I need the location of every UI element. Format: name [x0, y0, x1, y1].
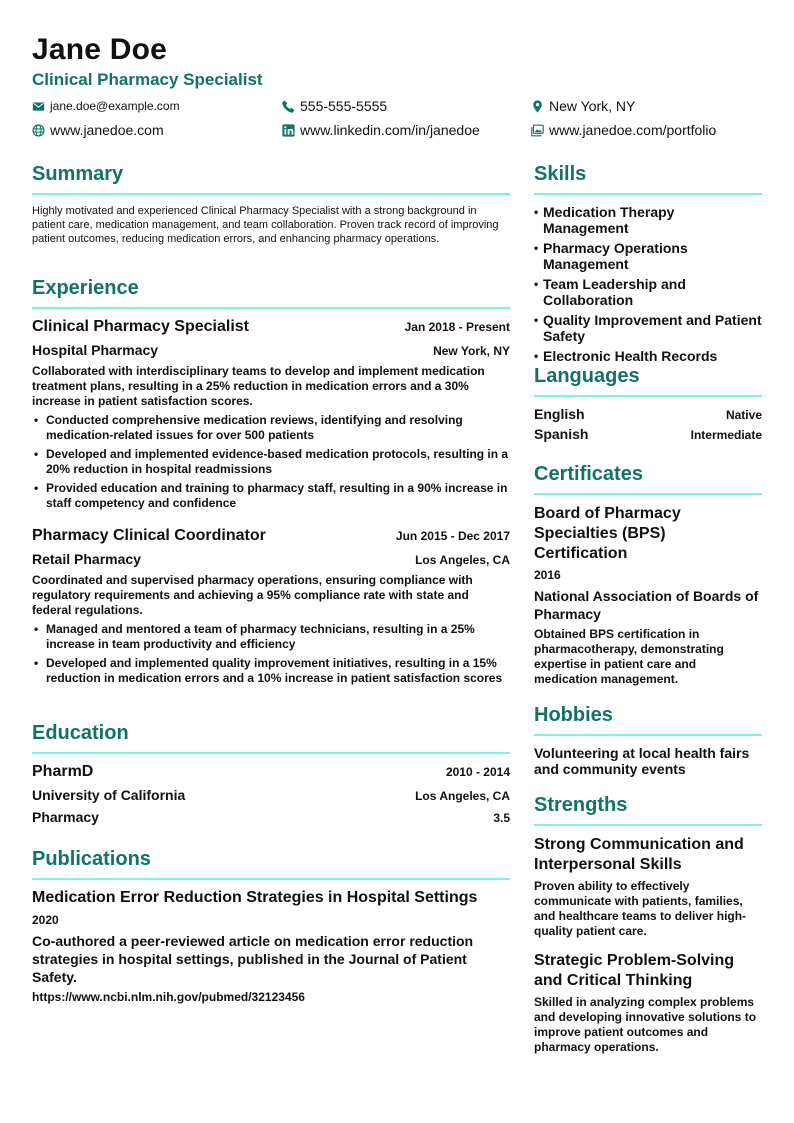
- candidate-name: Jane Doe: [32, 33, 167, 66]
- list-item: • Provided education and training to pharmacy staff, resulting in a 90% increase in staff competency and confidence: [32, 481, 510, 511]
- map-pin-icon: [531, 100, 544, 113]
- contact-linkedin[interactable]: [282, 122, 480, 138]
- job-description: Collaborated with interdisciplinary teams to develop and implement medication treatment plans, resulting in a 25% reduction in medication errors and a 30% increase in patient satisfaction scores.: [32, 364, 485, 408]
- language-level: Native: [725, 408, 762, 422]
- hobbies-heading: Hobbies: [534, 704, 613, 726]
- certificate-title: Board of Pharmacy Specialties (BPS) Certification: [534, 505, 681, 562]
- job-title: Clinical Pharmacy Specialist: [32, 318, 249, 335]
- summary-text: Highly motivated and experienced Clinical Pharmacy Specialist with a strong background in patient care, medication management, and team collaboration. Proven track record of improving patient outcomes, reducing medication errors, and enhancing pharmacy operations.: [32, 205, 499, 245]
- certificate-issuer: National Association of Boards of Pharmacy: [534, 588, 759, 622]
- job-dates: Jan 2018 - Present: [404, 320, 510, 334]
- publications-divider: [32, 878, 510, 880]
- contact-email-text: jane.doe@example.com: [50, 99, 180, 113]
- job-title: Pharmacy Clinical Coordinator: [32, 527, 266, 544]
- publication-link[interactable]: https://www.ncbi.nlm.nih.gov/pubmed/32123456: [32, 990, 305, 1004]
- education-school-row: [32, 787, 510, 803]
- strengths-divider: [534, 824, 762, 826]
- language-row: [534, 406, 762, 422]
- job-bullets: [32, 413, 510, 515]
- certificate-description: Obtained BPS certification in pharmacotherapy, demonstrating expertise in patient care and medication management.: [534, 627, 724, 686]
- education-dates: 2010 - 2014: [445, 765, 510, 779]
- job-employer-row: [32, 342, 510, 358]
- languages-divider: [534, 395, 762, 397]
- email-icon: [32, 100, 45, 113]
- publication-year: 2020: [32, 913, 59, 927]
- list-item: • Managed and mentored a team of pharmacy technicians, resulting in a 25% increase in team productivity and efficiency: [32, 622, 510, 652]
- skills-heading: Skills: [534, 163, 587, 185]
- contact-linkedin-text: www.linkedin.com/in/janedoe: [300, 122, 480, 138]
- job-bullets: [32, 622, 510, 690]
- contact-email[interactable]: [32, 99, 180, 113]
- publications-heading: Publications: [32, 848, 151, 870]
- strength-description: Skilled in analyzing complex problems and developing innovative solutions to improve patient outcomes and pharmacy operations.: [534, 995, 757, 1054]
- hobbies-text: Volunteering at local health fairs and community events: [534, 745, 750, 777]
- job-description: Coordinated and supervised pharmacy operations, ensuring compliance with regulatory requirements and achieving a 95% compliance rate with state and federal regulations.: [32, 573, 473, 617]
- job-company: Hospital Pharmacy: [32, 342, 159, 358]
- language-name: English: [534, 406, 585, 422]
- list-item: • Conducted comprehensive medication reviews, identifying and resolving medication-related issues for over 500 patients: [32, 413, 510, 443]
- skills-divider: [534, 193, 762, 195]
- strengths-heading: Strengths: [534, 794, 628, 816]
- experience-heading: Experience: [32, 277, 139, 299]
- list-item: • Team Leadership and Collaboration: [534, 276, 762, 308]
- candidate-title: Clinical Pharmacy Specialist: [32, 70, 263, 89]
- job-location: Los Angeles, CA: [415, 553, 510, 567]
- job-location: New York, NY: [433, 344, 510, 358]
- certificates-heading: Certificates: [534, 463, 643, 485]
- contact-website-text: www.janedoe.com: [50, 122, 164, 138]
- contact-phone-text: 555-555-5555: [300, 98, 388, 114]
- contact-location-text: New York, NY: [549, 98, 636, 114]
- contact-portfolio[interactable]: [531, 122, 716, 138]
- education-location: Los Angeles, CA: [415, 789, 510, 803]
- publication-title: Medication Error Reduction Strategies in Hospital Settings: [32, 889, 478, 906]
- linkedin-icon: [282, 124, 295, 137]
- job-header: [32, 318, 510, 336]
- language-level: Intermediate: [690, 428, 762, 442]
- list-item: • Developed and implemented evidence-based medication protocols, resulting in a 20% reduction in hospital readmissions: [32, 447, 510, 477]
- contact-phone[interactable]: [282, 98, 387, 114]
- list-item: • Quality Improvement and Patient Safety: [534, 312, 762, 344]
- experience-divider: [32, 307, 510, 309]
- strength-title: Strategic Problem-Solving and Critical Thinking: [534, 952, 735, 989]
- education-heading: Education: [32, 722, 129, 744]
- education-row: [32, 763, 510, 781]
- hobbies-divider: [534, 734, 762, 736]
- list-item: • Electronic Health Records: [534, 348, 762, 364]
- summary-heading: Summary: [32, 163, 124, 185]
- contact-website[interactable]: [32, 122, 164, 138]
- education-field: Pharmacy: [32, 809, 99, 825]
- list-item: • Medication Therapy Management: [534, 204, 762, 236]
- language-row: [534, 426, 762, 442]
- language-name: Spanish: [534, 426, 589, 442]
- languages-heading: Languages: [534, 365, 640, 387]
- job-dates: Jun 2015 - Dec 2017: [395, 529, 510, 543]
- list-item: • Pharmacy Operations Management: [534, 240, 762, 272]
- portfolio-image-icon: [531, 124, 544, 137]
- job-employer-row: [32, 551, 510, 567]
- contact-portfolio-text: www.janedoe.com/portfolio: [549, 122, 717, 138]
- job-company: Retail Pharmacy: [32, 551, 141, 567]
- certificate-year: 2016: [534, 568, 561, 582]
- skills-list: [534, 204, 762, 368]
- strength-description: Proven ability to effectively communicate with patients, families, and healthcare teams to deliver high-quality patient care.: [534, 879, 747, 938]
- publication-description: Co-authored a peer-reviewed article on medication error reduction strategies in hospital settings, published in the Journal of Patient Safety.: [32, 933, 474, 985]
- education-gpa: 3.5: [493, 811, 510, 825]
- list-item: • Developed and implemented quality improvement initiatives, resulting in a 15% reduction in medication errors and a 10% increase in patient satisfaction scores: [32, 656, 510, 686]
- summary-divider: [32, 193, 510, 195]
- phone-icon: [282, 100, 295, 113]
- education-school: University of California: [32, 787, 186, 803]
- strength-title: Strong Communication and Interpersonal Skills: [534, 836, 744, 873]
- education-degree: PharmD: [32, 763, 94, 780]
- contact-location: [531, 98, 635, 114]
- job-header: [32, 527, 510, 545]
- education-divider: [32, 752, 510, 754]
- globe-icon: [32, 124, 45, 137]
- certificates-divider: [534, 493, 762, 495]
- education-field-row: [32, 809, 510, 825]
